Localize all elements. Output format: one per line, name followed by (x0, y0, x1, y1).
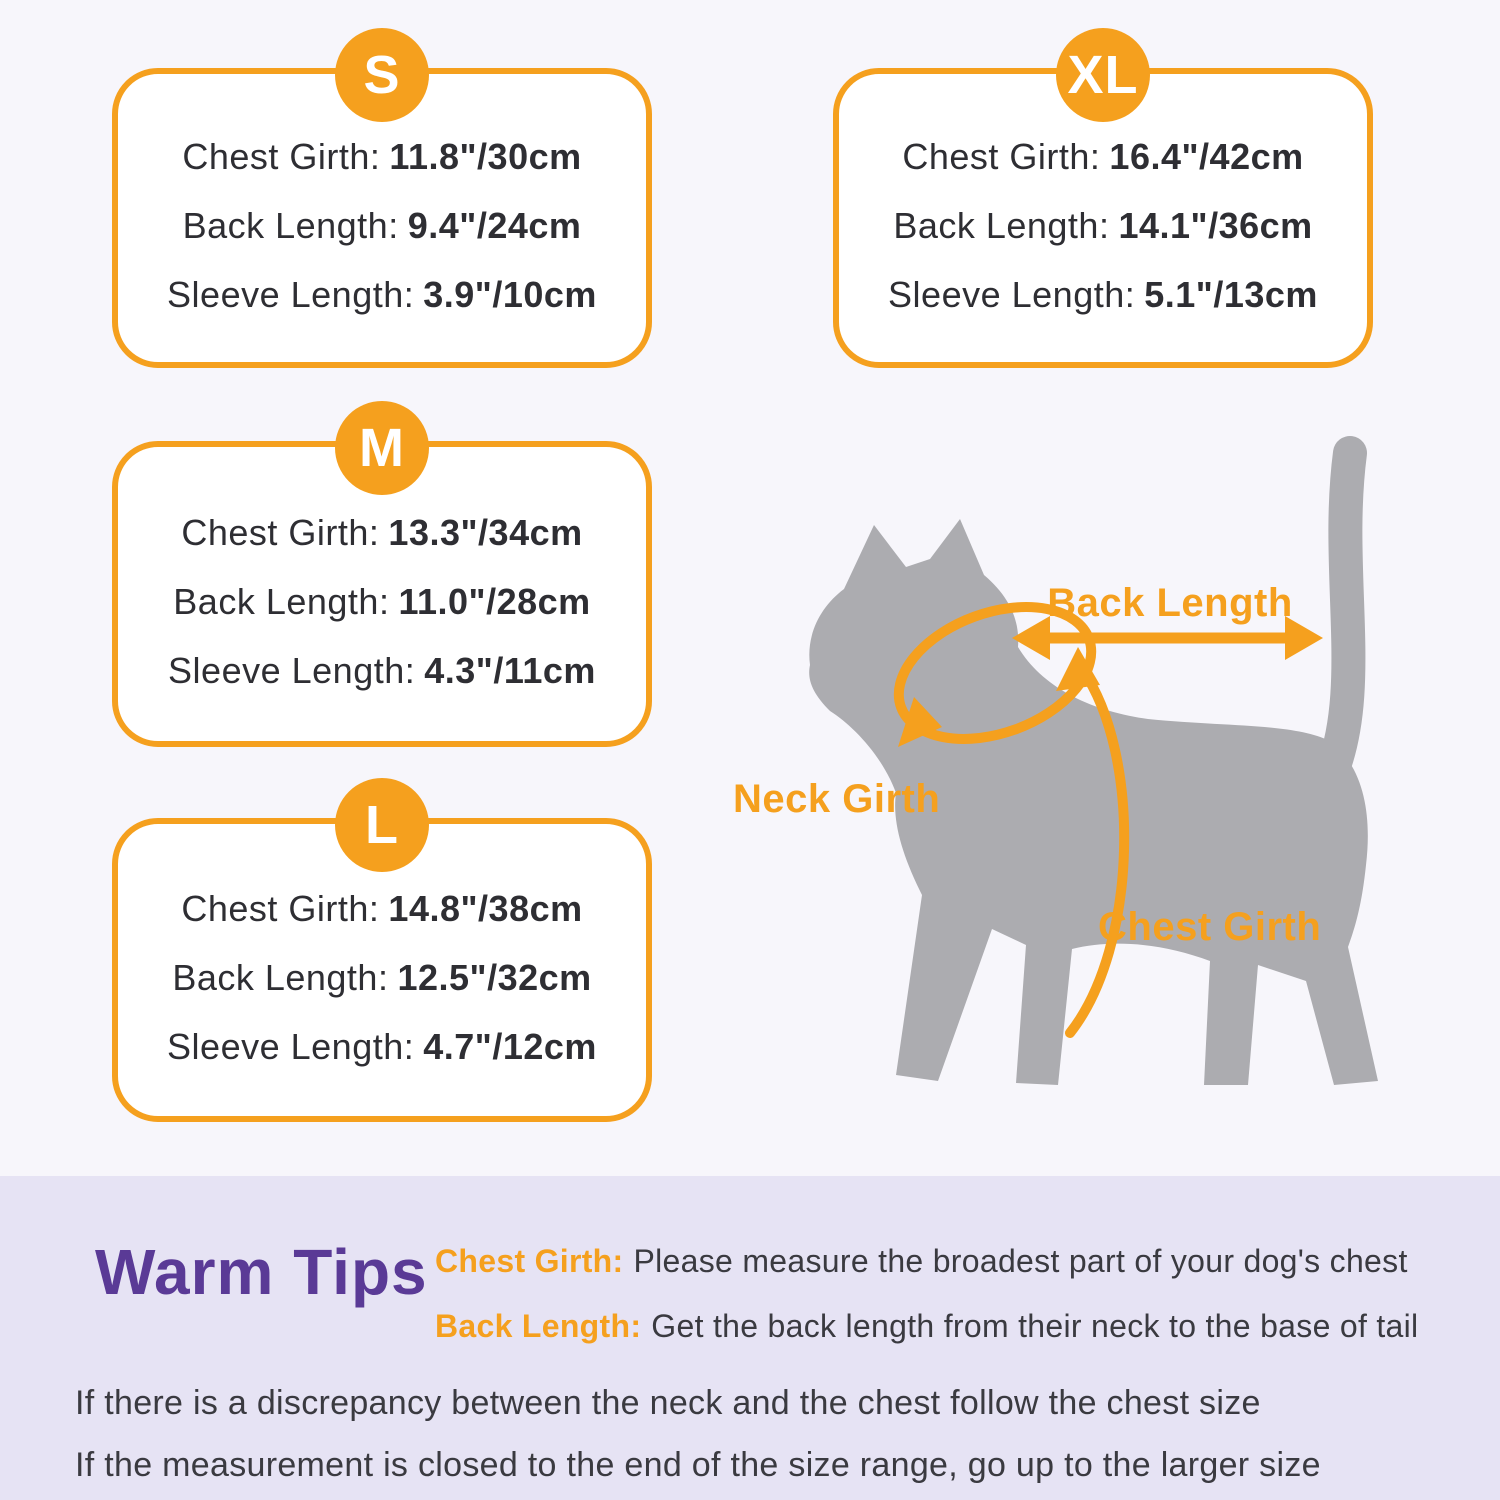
measurement-value: 14.8"/38cm (388, 888, 583, 929)
measurement-row (167, 1026, 597, 1068)
measurement-label: Sleeve Length: (167, 1026, 415, 1067)
measurement-value: 14.1"/36cm (1118, 205, 1313, 246)
measurement-row (168, 650, 596, 692)
size-box-s (112, 45, 652, 368)
measurement-label: Sleeve Length: (167, 274, 415, 315)
measurement-label: Chest Girth: (181, 888, 380, 929)
size-box-xl (833, 45, 1373, 368)
measurement-label: Chest Girth: (182, 136, 381, 177)
measurement-label: Chest Girth: (902, 136, 1101, 177)
size-letter: L (365, 795, 399, 855)
measurement-row (893, 205, 1312, 247)
size-box-l (112, 795, 652, 1122)
measurement-row (181, 888, 582, 930)
measurement-value: 11.8"/30cm (389, 136, 582, 177)
tip-definition-chest-girth (435, 1243, 1408, 1280)
size-letter: S (363, 45, 401, 105)
measurement-row (167, 274, 597, 316)
tip-term: Chest Girth: (435, 1243, 624, 1279)
size-letter: M (359, 418, 405, 478)
measurement-row (902, 136, 1303, 178)
tip-note: If the measurement is closed to the end of the size range, go up to the larger size (75, 1446, 1321, 1484)
size-badge-s (335, 28, 429, 122)
measurement-label: Back Length: (172, 957, 389, 998)
back-length-label: Back Length (1047, 581, 1293, 625)
chest-girth-label: Chest Girth (1098, 905, 1322, 949)
tip-definition-back-length (435, 1308, 1418, 1345)
measurement-row (172, 957, 591, 999)
measurement-label: Back Length: (182, 205, 399, 246)
measurement-label: Sleeve Length: (168, 650, 416, 691)
measurement-value: 5.1"/13cm (1144, 274, 1318, 315)
tip-term: Back Length: (435, 1308, 642, 1344)
measurement-row (888, 274, 1318, 316)
measurement-value: 4.3"/11cm (424, 650, 596, 691)
measurement-label: Back Length: (893, 205, 1110, 246)
measurement-value: 16.4"/42cm (1109, 136, 1304, 177)
measurement-row (183, 205, 582, 247)
measurement-label: Chest Girth: (181, 512, 380, 553)
measurement-row (182, 136, 581, 178)
tip-note: If there is a discrepancy between the neck and the chest follow the chest size (75, 1384, 1261, 1422)
measurement-value: 11.0"/28cm (398, 581, 591, 622)
size-letter: XL (1067, 45, 1139, 105)
cat-silhouette-diagram (790, 425, 1430, 1125)
tip-text: Get the back length from their neck to the base of tail (651, 1308, 1419, 1344)
tip-text: Please measure the broadest part of your dog's chest (633, 1243, 1408, 1279)
size-badge-xl (1056, 28, 1150, 122)
measurement-value: 3.9"/10cm (423, 274, 597, 315)
measurement-label: Back Length: (173, 581, 390, 622)
measurement-value: 4.7"/12cm (423, 1026, 597, 1067)
cat-tail (1328, 453, 1350, 781)
size-box-m (112, 418, 652, 747)
measurement-row (181, 512, 582, 554)
size-badge-l (335, 778, 429, 872)
warm-tips-title: Warm Tips (95, 1236, 428, 1308)
measurement-row (173, 581, 590, 623)
measurement-value: 12.5"/32cm (397, 957, 592, 998)
measurement-value: 9.4"/24cm (407, 205, 582, 246)
size-badge-m (335, 401, 429, 495)
measurement-value: 13.3"/34cm (388, 512, 583, 553)
neck-girth-label: Neck Girth (733, 777, 941, 821)
measurement-label: Sleeve Length: (888, 274, 1136, 315)
